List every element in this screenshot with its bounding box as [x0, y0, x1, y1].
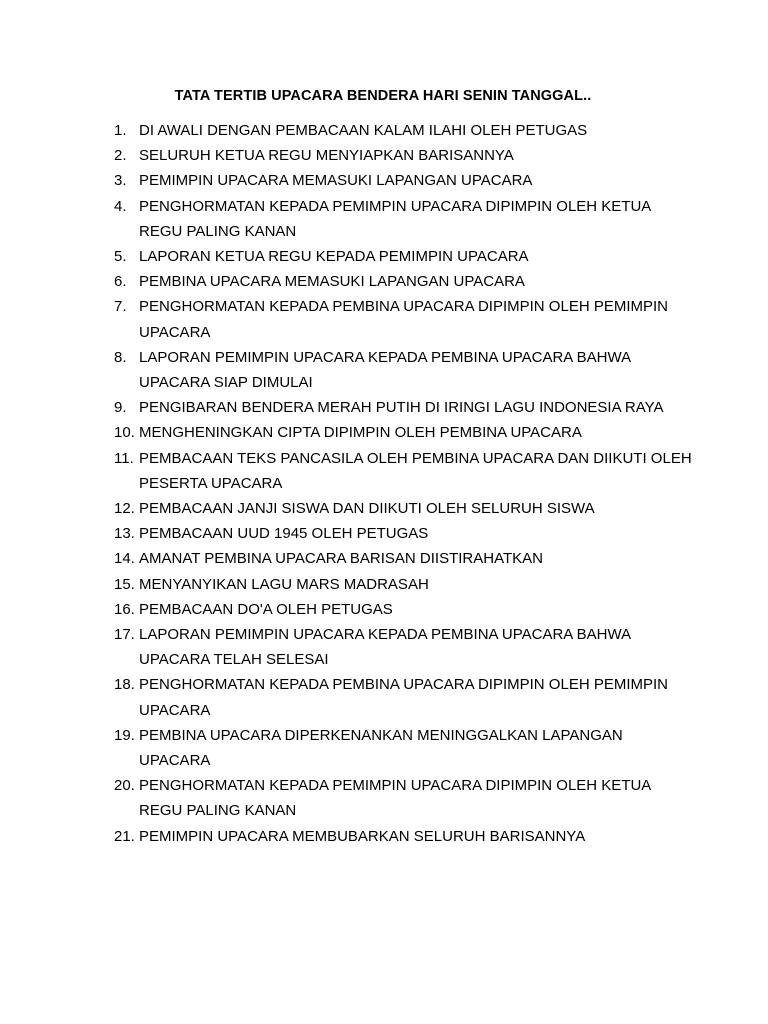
rules-list [114, 118, 694, 849]
list-item-number: 17. [114, 626, 135, 644]
list-item-text: PEMBINA UPACARA DIPERKENANKAN MENINGGALKAN LAPANGAN UPACARA [139, 726, 623, 770]
list-item [114, 168, 694, 193]
list-item [114, 194, 694, 244]
list-item-number: 20. [114, 777, 135, 795]
list-item [114, 824, 694, 849]
list-item-number: 10. [114, 424, 135, 442]
list-item [114, 597, 694, 622]
list-item [114, 622, 694, 672]
list-item [114, 572, 694, 597]
list-item-text: PEMBACAAN TEKS PANCASILA OLEH PEMBINA UPACARA DAN DIIKUTI OLEH PESERTA UPACARA [139, 449, 692, 492]
list-item-text: PENGHORMATAN KEPADA PEMIMPIN UPACARA DIPIMPIN OLEH KETUA REGU PALING KANAN [139, 197, 651, 240]
list-item-text: LAPORAN KETUA REGU KEPADA PEMIMPIN UPACARA [139, 248, 529, 266]
list-item-text: PENGIBARAN BENDERA MERAH PUTIH DI IRINGI LAGU INDONESIA RAYA [139, 399, 664, 417]
list-item-text: SELURUH KETUA REGU MENYIAPKAN BARISANNYA [139, 147, 514, 165]
list-item-text: MENYANYIKAN LAGU MARS MADRASAH [139, 575, 429, 593]
list-item-number: 18. [114, 676, 135, 694]
list-item-number: 14. [114, 550, 135, 568]
list-item-number: 19. [114, 726, 135, 744]
title-text: TATA TERTIB UPACARA BENDERA HARI SENIN TANGGAL.. [174, 88, 592, 104]
list-item-text: PENGHORMATAN KEPADA PEMIMPIN UPACARA DIPIMPIN OLEH KETUA REGU PALING KANAN [139, 777, 651, 820]
list-item-number: 5. [114, 248, 127, 266]
list-item-text: MENGHENINGKAN CIPTA DIPIMPIN OLEH PEMBINA UPACARA [139, 424, 582, 442]
list-item-number: 3. [114, 172, 127, 190]
list-item [114, 672, 694, 722]
list-item-number: 13. [114, 525, 135, 543]
list-item-number: 9. [114, 399, 127, 417]
list-item-text: PEMBINA UPACARA MEMASUKI LAPANGAN UPACARA [139, 273, 525, 291]
list-item-number: 8. [114, 348, 127, 366]
list-item [114, 345, 694, 395]
list-item-text: LAPORAN PEMIMPIN UPACARA KEPADA PEMBINA UPACARA BAHWA UPACARA SIAP DIMULAI [139, 348, 631, 392]
list-item [114, 143, 694, 168]
list-item-text: PEMBACAAN DO'A OLEH PETUGAS [139, 600, 393, 618]
list-item-number: 7. [114, 298, 127, 316]
list-item [114, 294, 694, 344]
list-item [114, 496, 694, 521]
list-item-number: 11. [114, 449, 134, 467]
list-item [114, 446, 694, 496]
list-item-text: AMANAT PEMBINA UPACARA BARISAN DIISTIRAHATKAN [139, 550, 543, 568]
list-item-number: 12. [114, 500, 135, 518]
list-item-number: 16. [114, 600, 135, 618]
list-item-text: PEMBACAAN UUD 1945 OLEH PETUGAS [139, 525, 429, 543]
list-item-number: 4. [114, 197, 127, 215]
list-item-number: 6. [114, 273, 127, 291]
list-item-text: DI AWALI DENGAN PEMBACAAN KALAM ILAHI OLEH PETUGAS [139, 122, 588, 139]
list-item-text: PENGHORMATAN KEPADA PEMBINA UPACARA DIPIMPIN OLEH PEMIMPIN UPACARA [139, 298, 668, 341]
list-item-number: 21. [114, 827, 135, 845]
list-item [114, 420, 694, 445]
list-item-number: 15. [114, 575, 135, 593]
list-item-text: LAPORAN PEMIMPIN UPACARA KEPADA PEMBINA UPACARA BAHWA UPACARA TELAH SELESAI [139, 626, 631, 669]
list-item [114, 395, 694, 420]
list-item [114, 521, 694, 546]
list-item [114, 723, 694, 773]
list-item [114, 269, 694, 294]
list-item-text: PEMIMPIN UPACARA MEMBUBARKAN SELURUH BARISANNYA [139, 827, 586, 845]
list-item [114, 118, 694, 143]
list-item-number: 2. [114, 147, 127, 165]
list-item [114, 546, 694, 571]
list-item-text: PENGHORMATAN KEPADA PEMBINA UPACARA DIPIMPIN OLEH PEMIMPIN UPACARA [139, 676, 668, 719]
list-item-text: PEMBACAAN JANJI SISWA DAN DIIKUTI OLEH SELURUH SISWA [139, 500, 595, 518]
list-item-text: PEMIMPIN UPACARA MEMASUKI LAPANGAN UPACARA [139, 172, 533, 190]
list-item [114, 773, 694, 823]
list-item-number: 1. [114, 122, 127, 139]
page-title [0, 88, 768, 104]
list-item [114, 244, 694, 269]
